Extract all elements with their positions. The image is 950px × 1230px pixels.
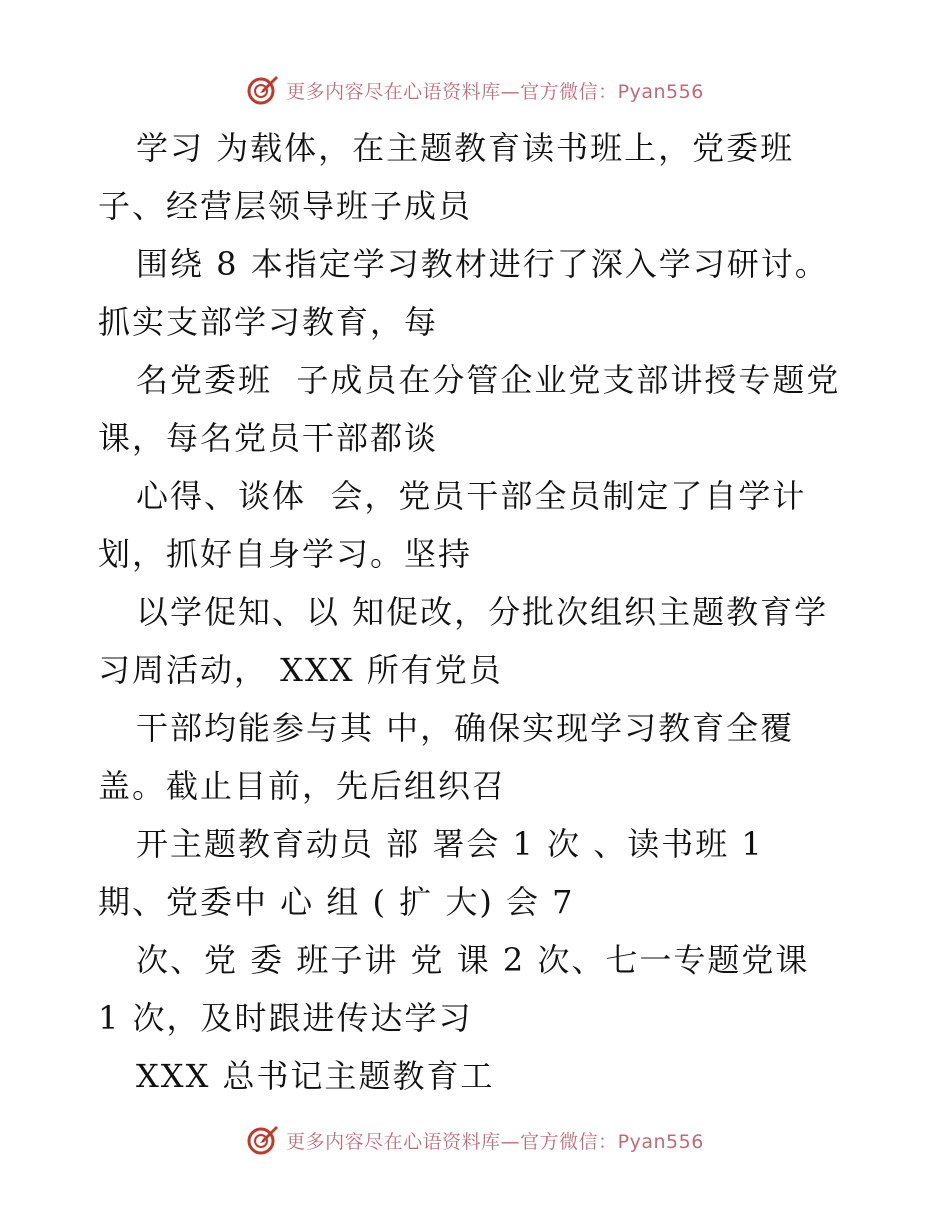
text-line: 课，每名党员干部都谈 [98,419,439,457]
text-line: 抓实支部学习教育，每 [98,303,439,341]
header-banner [0,70,950,110]
text-line: 习周活动， XXX 所有党员 [98,651,503,689]
text-line: XXX 总书记主题教育工 [136,1057,495,1095]
text-line: 干部均能参与其 中，确保实现学习教育全覆 [136,709,795,747]
text-line: 次、党 委 班子讲 党 课 2 次、七一专题党课 [136,941,810,979]
text-line: 开主题教育动员 部 署会 1 次 、读书班 1 [136,825,764,863]
banner-text: 更多内容尽在心语资料库—官方微信：Pyan556 [286,80,704,103]
text-line: 学习 为载体，在主题教育读书班上，党委班 [136,129,795,167]
banner-text: 更多内容尽在心语资料库—官方微信：Pyan556 [286,1130,704,1153]
text-line: 子、经营层领导班子成员 [98,187,473,225]
text-line: 名党委班 子成员在分管企业党支部讲授专题党 [136,361,841,399]
pen-logo-icon [246,1123,280,1157]
text-line: 以学促知、以 知促改，分批次组织主题教育学 [136,593,829,631]
text-line: 盖。截止目前，先后组织召 [98,767,507,805]
text-line: 期、党委中 心 组 ( 扩 大) 会 7 [98,883,575,921]
text-line: 1 次，及时跟进传达学习 [98,999,473,1037]
text-line: 心得、谈体 会，党员干部全员制定了自学计 [136,477,807,515]
text-line: 划，抓好自身学习。坚持 [98,535,473,573]
footer-banner [0,1120,950,1160]
text-line: 围绕 8 本指定学习教材进行了深入学习研讨。 [136,245,829,283]
pen-logo-icon [246,73,280,107]
